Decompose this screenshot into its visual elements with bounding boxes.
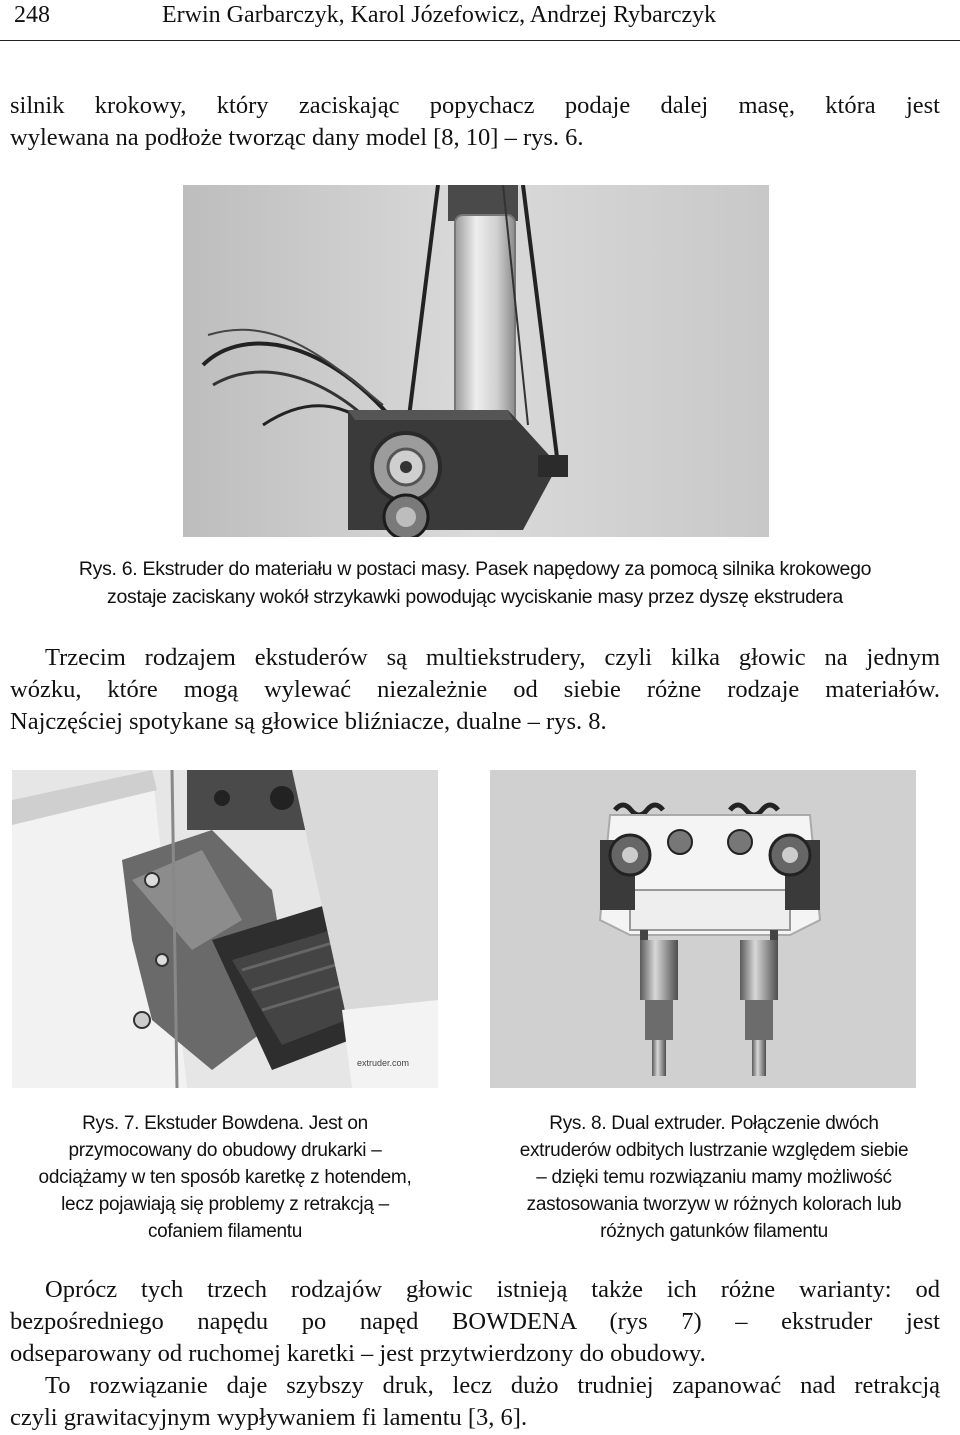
- page-number: 248: [14, 2, 50, 28]
- caption-line: cofaniem filamentu: [147, 1221, 303, 1242]
- caption-line: zastosowania tworzyw w różnych kolorach lub: [526, 1194, 902, 1215]
- figure-7-photo: [12, 770, 438, 1088]
- caption-line: Rys. 8. Dual extruder. Połączenie dwóch: [549, 1113, 879, 1134]
- figure-8-photo: [490, 770, 916, 1088]
- caption-line: extruderów odbitych lustrzanie względem siebie: [519, 1140, 909, 1161]
- text-line: bezpośredniego napędu po napęd BOWDENA (rys 7) – ekstruder jest: [10, 1308, 940, 1335]
- caption-line: Rys. 6. Ekstruder do materiału w postaci masy. Pasek napędowy za pomocą silnika krokowego: [78, 558, 872, 580]
- paragraph-multiextruders: [10, 642, 940, 738]
- running-head-authors: Erwin Garbarczyk, Karol Józefowicz, Andrzej Rybarczyk: [162, 2, 717, 28]
- caption-line: odciążamy w ten sposób karetkę z hotendem,: [38, 1167, 412, 1188]
- figure-7-caption: [12, 1110, 438, 1245]
- caption-line: Rys. 7. Ekstuder Bowdena. Jest on: [82, 1113, 368, 1134]
- text-line: wózku, które mogą wylewać niezależnie od siebie różne rodzaje materiałów.: [10, 676, 940, 703]
- text-line: Trzecim rodzajem ekstuderów są multiekstrudery, czyli kilka głowic na jednym: [45, 644, 940, 671]
- caption-line: – dzięki temu rozwiązaniu mamy możliwość: [536, 1167, 892, 1188]
- running-header: [0, 0, 960, 41]
- text-line: wylewana na podłoże tworząc dany model [8, 10] – rys. 6.: [10, 124, 584, 151]
- text-line: odseparowany od ruchomej karetki – jest przytwierdzony do obudowy.: [10, 1340, 706, 1367]
- figure-6-caption: [10, 555, 940, 611]
- caption-line: różnych gatunków filamentu: [600, 1221, 828, 1242]
- text-line: czyli grawitacyjnym wypływaniem fi lamentu [3, 6].: [10, 1404, 528, 1431]
- paragraph-variants: [10, 1274, 940, 1434]
- figure-7-watermark: extruder.com: [357, 1058, 410, 1068]
- caption-line: lecz pojawiają się problemy z retrakcją –: [61, 1194, 389, 1215]
- figure-8-caption: [475, 1110, 953, 1245]
- caption-line: przymocowany do obudowy drukarki –: [68, 1140, 382, 1161]
- text-line: To rozwiązanie daje szybszy druk, lecz dużo trudniej zapanować nad retrakcją: [45, 1372, 940, 1399]
- paragraph-continuation: [10, 90, 940, 154]
- figure-6-photo: [183, 185, 769, 537]
- text-line: Oprócz tych trzech rodzajów głowic istnieją także ich różne warianty: od: [45, 1276, 940, 1303]
- text-line: silnik krokowy, który zaciskając popychacz podaje dalej masę, która jest: [10, 92, 940, 119]
- text-line: Najczęściej spotykane są głowice bliźniacze, dualne – rys. 8.: [10, 708, 607, 735]
- caption-line: zostaje zaciskany wokół strzykawki powodując wyciskanie masy przez dyszę ekstrudera: [107, 586, 843, 608]
